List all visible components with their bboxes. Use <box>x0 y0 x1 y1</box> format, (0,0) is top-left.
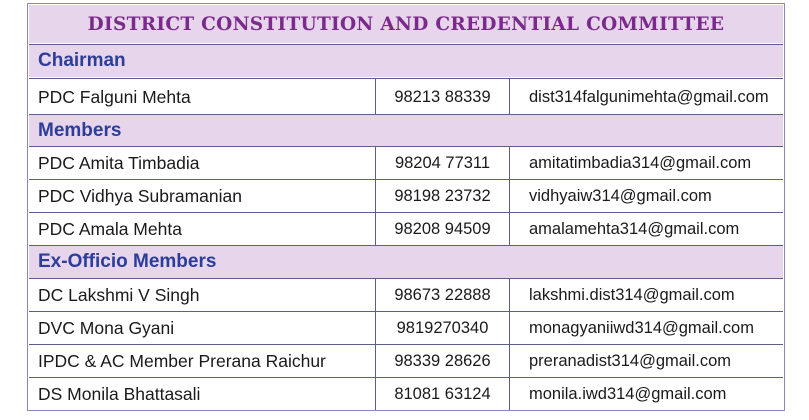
member-email[interactable]: amitatimbadia314@gmail.com <box>509 147 783 180</box>
member-phone: 98204 77311 <box>375 147 509 180</box>
member-name: DS Monila Bhattasali <box>38 383 201 404</box>
member-phone: 81081 63124 <box>375 378 509 410</box>
committee-table <box>27 3 785 411</box>
section-heading-label: Ex-Officio Members <box>38 251 217 272</box>
member-email[interactable]: dist314falgunimehta@gmail.com <box>509 79 783 115</box>
member-name: PDC Amita Timbadia <box>38 153 200 173</box>
table-row <box>29 78 783 115</box>
table-row <box>29 212 783 246</box>
table-row <box>29 311 783 345</box>
table-row <box>29 377 783 410</box>
section-heading-chairman <box>29 44 783 77</box>
section-heading-label: Members <box>38 119 122 141</box>
section-heading-ex-officio <box>29 245 783 278</box>
member-email[interactable]: monagyaniiwd314@gmail.com <box>509 312 783 345</box>
member-phone: 98673 22888 <box>375 279 509 312</box>
member-name: DC Lakshmi V Singh <box>38 285 200 305</box>
member-email[interactable]: vidhyaiw314@gmail.com <box>509 180 783 213</box>
member-email[interactable]: monila.iwd314@gmail.com <box>509 378 783 410</box>
title-band <box>29 5 783 43</box>
member-name: PDC Falguni Mehta <box>38 86 191 107</box>
member-email[interactable]: amalamehta314@gmail.com <box>509 213 783 246</box>
table-row <box>29 278 783 312</box>
member-name: DVC Mona Gyani <box>38 318 175 338</box>
member-phone: 9819270340 <box>375 312 509 345</box>
member-email[interactable]: lakshmi.dist314@gmail.com <box>509 279 783 312</box>
member-phone: 98213 88339 <box>375 79 509 115</box>
member-email[interactable]: preranadist314@gmail.com <box>509 345 783 378</box>
table-row <box>29 179 783 213</box>
section-heading-members <box>29 114 783 146</box>
member-phone: 98198 23732 <box>375 180 509 213</box>
member-name: PDC Vidhya Subramanian <box>38 186 242 206</box>
section-heading-label: Chairman <box>38 50 126 71</box>
member-phone: 98208 94509 <box>375 213 509 246</box>
table-row <box>29 344 783 378</box>
member-phone: 98339 28626 <box>375 345 509 378</box>
page-title: DISTRICT CONSTITUTION AND CREDENTIAL COMMITTEE <box>87 13 725 35</box>
member-name: PDC Amala Mehta <box>38 219 182 239</box>
table-row <box>29 146 783 180</box>
member-name: IPDC & AC Member Prerana Raichur <box>38 351 326 371</box>
